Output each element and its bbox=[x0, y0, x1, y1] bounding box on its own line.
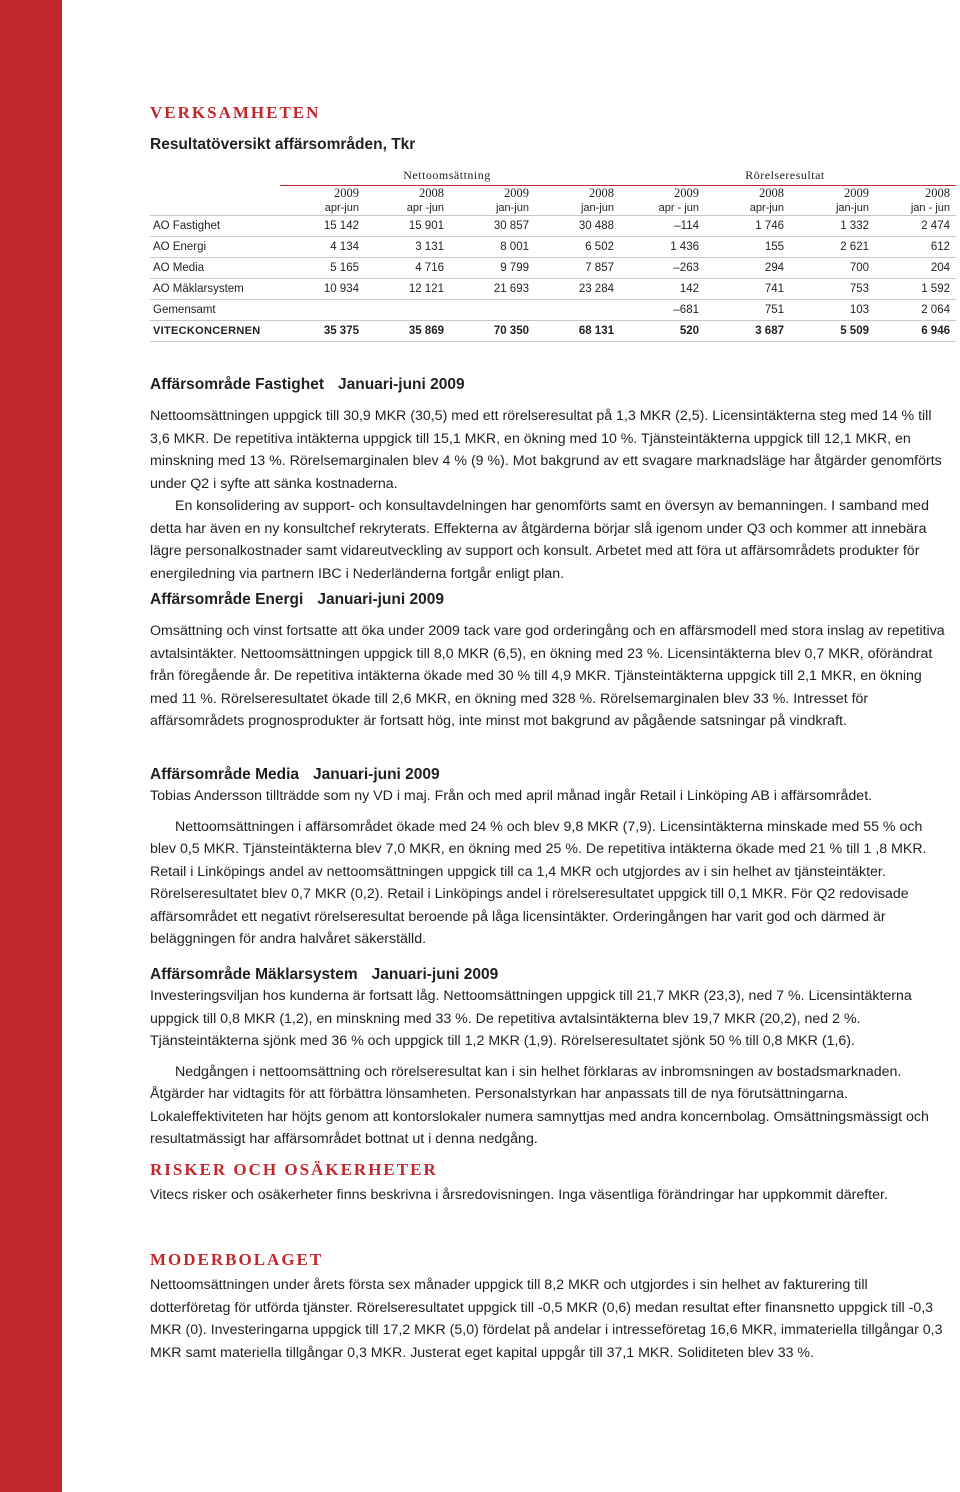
paragraph: Omsättning och vinst fortsatte att öka under 2009 tack vare god orderingång och en affärsmodell med stora inslag av repetitiva avtalsintäkter. Nettoomsättningen uppgick till 8,0 MKR (6,5), en ökning med 23 %. Licensintäkterna blev 0,7 MKR, oförändrat från föregående år. De repetitiva intäkterna ökade med 30 % till 4,9 MKR. Tjänsteintäkterna uppgick till 2,1 MKR, en ökning med 11 %. Rörelseresultatet ökade till 2,6 MKR, en ökning med 328 %. Rörelsemarginalen blev 33 %. Intresset för affärsområdets prognosprodukter är fortsatt hög, inte minst mot bakgrund av pågående satsningar på vindkraft. bbox=[150, 623, 945, 729]
section-heading-risker: RISKER OCH OSÄKERHETER bbox=[150, 1160, 438, 1179]
cell: 35 375 bbox=[280, 321, 365, 342]
section-heading-verksamheten: VERKSAMHETEN bbox=[150, 103, 321, 122]
section-title: Affärsområde Fastighet Januari-juni 2009 bbox=[150, 376, 465, 393]
cell: 2 474 bbox=[875, 216, 956, 237]
paragraph: Nettoomsättningen under årets första sex månader uppgick till 8,2 MKR och utgjordes i sin helhet av fakturering till dotterföretag för utförda tjänster. Rörelseresultatet uppgick till -0,5 MKR (0,6) medan resultat efter finansnetto uppgick till -0,3 MKR (0). Investeringarna uppgick till 17,2 MKR (5,0) fördelat på andelar i intresseföretag 16,6 MKR, immateriella tillgångar 0,3 MKR samt materiella tillgångar 0,3 MKR. Justerat eget kapital uppgår till 37,1 MKR. Soliditeten blev 33 %. bbox=[150, 1277, 943, 1361]
cell: 23 284 bbox=[535, 279, 620, 300]
cell bbox=[535, 300, 620, 321]
cell: 2 064 bbox=[875, 300, 956, 321]
paragraph: En konsolidering av support- och konsultavdelningen har genomförts samt en översyn av bemanningen. I samband med detta har även en ny konsultchef rekryterats. Effekterna av åtgärderna börjar slå igenom under Q3 och kommer att innebära lägre personalkostnader samt vidareutveckling av support och konsult. Arbetet med att föra ut affärsområdets produkter för energiledning via partnern IBC i Nederländerna fortgår enligt plan. bbox=[150, 498, 929, 582]
red-margin-bar bbox=[0, 0, 62, 1492]
section-energi bbox=[150, 590, 950, 733]
section-media bbox=[150, 765, 950, 951]
section-maklarsystem bbox=[150, 965, 950, 1151]
cell: –263 bbox=[620, 258, 705, 279]
cell: 1 436 bbox=[620, 237, 705, 258]
cell: 5 509 bbox=[790, 321, 875, 342]
cell: –681 bbox=[620, 300, 705, 321]
table-row bbox=[150, 258, 956, 279]
column-header: 2009 jan-jun bbox=[495, 186, 529, 214]
cell: 6 946 bbox=[875, 321, 956, 342]
row-label: VITECKONCERNEN bbox=[150, 321, 280, 342]
cell: 10 934 bbox=[280, 279, 365, 300]
column-header: 2008 jan - jun bbox=[910, 186, 950, 214]
table-total-row bbox=[150, 321, 956, 342]
cell: 5 165 bbox=[280, 258, 365, 279]
cell: 68 131 bbox=[535, 321, 620, 342]
cell: 1 592 bbox=[875, 279, 956, 300]
row-label: AO Media bbox=[150, 258, 280, 279]
cell: 1 746 bbox=[705, 216, 790, 237]
cell: 2 621 bbox=[790, 237, 875, 258]
section-risker bbox=[150, 1184, 950, 1207]
cell: 142 bbox=[620, 279, 705, 300]
cell: 12 121 bbox=[365, 279, 450, 300]
table-row bbox=[150, 237, 956, 258]
column-header: 2008 jan-jun bbox=[580, 186, 614, 214]
cell: –114 bbox=[620, 216, 705, 237]
cell: 612 bbox=[875, 237, 956, 258]
section-moderbolaget bbox=[150, 1274, 950, 1364]
group-header-nettoomsattning: Nettoomsättning bbox=[280, 165, 620, 186]
section-heading-moderbolaget: MODERBOLAGET bbox=[150, 1250, 324, 1269]
table-row bbox=[150, 300, 956, 321]
column-header-row bbox=[150, 186, 956, 216]
cell: 751 bbox=[705, 300, 790, 321]
cell: 70 350 bbox=[450, 321, 535, 342]
column-header: 2009 apr-jun bbox=[324, 186, 359, 214]
paragraph: Nettoomsättningen i affärsområdet ökade med 24 % och blev 9,8 MKR (7,9). Licensintäkterna minskade med 55 % och blev 0,5 MKR. Tjänsteintäkterna blev 7,0 MKR, en ökning med 25 %. De repetitiva intäkterna ökade med 21 % till 1 ,8 MKR. Retail i Linköpings andel av nettoomsättningen uppgick till ca 1,4 MKR och utgjordes av i sin helhet av tjänsteintäkter. Rörelseresultatet blev 0,7 MKR (0,2). Retail i Linköpings andel i rörelseresultatet uppgick till 0,1 MKR. För Q2 redovisade affärsområdet ett negativt rörelseresultat beroende på låga licensintäkter. Orderingången har varit god och därmed är beläggningen för andra halvåret säkerställd. bbox=[150, 818, 927, 947]
column-header: 2008 apr -jun bbox=[406, 186, 444, 214]
row-label: AO Mäklarsystem bbox=[150, 279, 280, 300]
column-header: 2009 jan-jun bbox=[835, 186, 869, 214]
paragraph: Investeringsviljan hos kunderna är fortsatt låg. Nettoomsättningen uppgick till 21,7 MKR (23,3), ned 7 %. Licensintäkterna uppgick till 0,8 MKR (1,2), en minskning med 33 %. De repetitiva avtalsintäkterna blev 19,7 MKR (20,2), ned 2 %. Tjänsteintäkterna sjönk med 36 % och uppgick till 1,2 MKR (1,9). Rörelseresultatet sjönk 50 % till 0,8 MKR (1,6). bbox=[150, 988, 912, 1049]
paragraph: Tobias Andersson tillträdde som ny VD i maj. Från och med april månad ingår Retail i Linköping AB i affärsområdet. bbox=[150, 788, 873, 804]
table-row bbox=[150, 279, 956, 300]
cell: 520 bbox=[620, 321, 705, 342]
paragraph: Nedgången i nettoomsättning och rörelseresultat kan i sin helhet förklaras av inbromsningen av bostadsmarknaden. Åtgärder har vidtagits för att förbättra lönsamheten. Personalstyrkan har anpassats till de nya förutsättningarna. Lokaleffektiviteten har höjts genom att kontorslokaler numera samnyttjas med andra koncernbolag. Omsättningsmässigt och resultatmässigt har affärsområdet bottnat ut i denna nedgång. bbox=[150, 1063, 929, 1147]
section-fastighet bbox=[150, 375, 950, 585]
cell: 30 488 bbox=[535, 216, 620, 237]
cell bbox=[450, 300, 535, 321]
cell: 1 332 bbox=[790, 216, 875, 237]
section-title: Affärsområde Mäklarsystem Januari-juni 2009 bbox=[150, 966, 499, 983]
table-row bbox=[150, 216, 956, 237]
group-header-rorelseresultat: Rörelseresultat bbox=[620, 165, 956, 186]
cell: 103 bbox=[790, 300, 875, 321]
cell: 35 869 bbox=[365, 321, 450, 342]
cell bbox=[280, 300, 365, 321]
cell: 4 134 bbox=[280, 237, 365, 258]
cell: 15 142 bbox=[280, 216, 365, 237]
cell: 3 131 bbox=[365, 237, 450, 258]
cell: 155 bbox=[705, 237, 790, 258]
cell: 7 857 bbox=[535, 258, 620, 279]
cell: 4 716 bbox=[365, 258, 450, 279]
results-table bbox=[150, 165, 956, 342]
table-caption: Resultatöversikt affärsområden, Tkr bbox=[150, 136, 416, 153]
column-header: 2009 apr - jun bbox=[658, 186, 699, 214]
cell: 3 687 bbox=[705, 321, 790, 342]
cell: 204 bbox=[875, 258, 956, 279]
paragraph: Nettoomsättningen uppgick till 30,9 MKR (30,5) med ett rörelseresultat på 1,3 MKR (2,5). Licensintäkterna steg med 14 % till 3,6 MKR. De repetitiva intäkterna uppgick till 15,1 MKR, en ökning med 10 %. Tjänsteintäkterna uppgick till 12,1 MKR, en minskning med 13 %. Rörelsemarginalen blev 4 % (9 %). Mot bakgrund av ett svagare marknadsläge har åtgärder genomförts under Q2 i syfte att sänka kostnaderna. bbox=[150, 408, 942, 492]
cell: 8 001 bbox=[450, 237, 535, 258]
cell: 9 799 bbox=[450, 258, 535, 279]
cell: 294 bbox=[705, 258, 790, 279]
section-title: Affärsområde Energi Januari-juni 2009 bbox=[150, 591, 444, 608]
cell bbox=[365, 300, 450, 321]
column-header: 2008 apr-jun bbox=[749, 186, 784, 214]
row-label: AO Energi bbox=[150, 237, 280, 258]
cell: 30 857 bbox=[450, 216, 535, 237]
row-label: AO Fastighet bbox=[150, 216, 280, 237]
cell: 15 901 bbox=[365, 216, 450, 237]
cell: 21 693 bbox=[450, 279, 535, 300]
cell: 700 bbox=[790, 258, 875, 279]
section-title: Affärsområde Media Januari-juni 2009 bbox=[150, 766, 440, 783]
paragraph: Vitecs risker och osäkerheter finns beskrivna i årsredovisningen. Inga väsentliga förändringar har uppkommit därefter. bbox=[150, 1187, 888, 1203]
cell: 753 bbox=[790, 279, 875, 300]
cell: 6 502 bbox=[535, 237, 620, 258]
row-label: Gemensamt bbox=[150, 300, 280, 321]
cell: 741 bbox=[705, 279, 790, 300]
